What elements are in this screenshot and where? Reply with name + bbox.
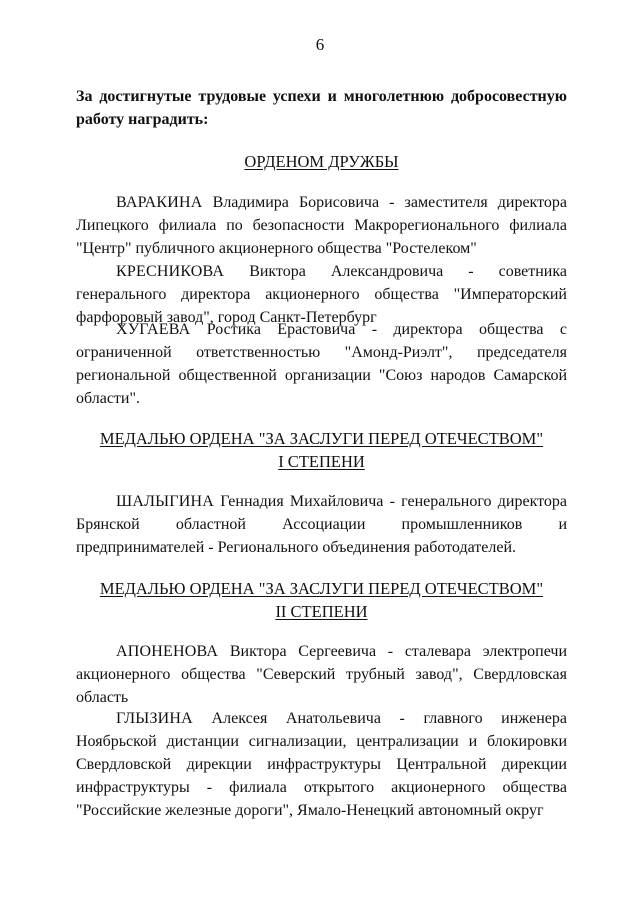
heading-line: ОРДЕНОМ ДРУЖБЫ [244,152,399,171]
recipient-surname: КРЕСНИКОВА [116,263,225,280]
recipient-surname: ВАРАКИНА [116,194,203,211]
recipient-surname: ШАЛЫГИНА [116,493,215,510]
recipient-surname: ГЛЫЗИНА [116,710,193,727]
recipient-surname: ХУГАЕВА [116,321,191,338]
award-entry [76,707,567,822]
intro-paragraph: За достигнутые трудовые успехи и многолетнюю добросовестную работу наградить: [76,88,567,128]
heading-line: II СТЕПЕНИ [275,602,368,621]
recipient-details: Ростика Ерастовича - директора общества с ограниченной ответственностью "Амонд-Риэлт", председателя региональной общественной организации "Союз народов Самарской области". [76,321,568,407]
recipient-details: Алексея Анатольевича - главного инженера Ноябрьской дистанции сигнализации, централизации и блокировки Свердловской дирекции инфраструктуры Центральной дирекции инфраструктуры - филиала открытого акционерного общества "Российские железные дороги", Ямало-Ненецкий автономный округ [76,710,568,819]
section-heading-medal-second-degree [76,577,567,623]
recipient-details: Виктора Александровича - советника генерального директора акционерного общества "Императорский фарфоровый завод", город Санкт-Петербург [76,263,568,326]
award-entry [76,318,567,410]
heading-line: I СТЕПЕНИ [278,452,365,471]
recipient-details: Геннадия Михайловича - генерального директора Брянской областной Ассоциации промышленников и предпринимателей - Регионального объединения работодателей. [76,493,568,556]
page-number: 6 [315,35,325,54]
recipient-surname: АПОНЕНОВА [116,643,219,660]
section-heading-order-of-friendship [76,150,567,173]
recipient-details: Владимира Борисовича - заместителя директора Липецкого филиала по безопасности Макрорегионального филиала "Центр" публичного акционерного общества "Ростелеком" [76,194,568,257]
recipient-details: Виктора Сергеевича - сталевара электропечи акционерного общества "Северский трубный завод", Свердловская область [76,643,568,706]
heading-line: МЕДАЛЬЮ ОРДЕНА "ЗА ЗАСЛУГИ ПЕРЕД ОТЕЧЕСТВОМ" [99,579,544,598]
award-entry [76,490,567,559]
award-entry [76,191,567,260]
award-entry [76,640,567,709]
section-heading-medal-first-degree [76,427,567,473]
heading-line: МЕДАЛЬЮ ОРДЕНА "ЗА ЗАСЛУГИ ПЕРЕД ОТЕЧЕСТВОМ" [99,429,544,448]
